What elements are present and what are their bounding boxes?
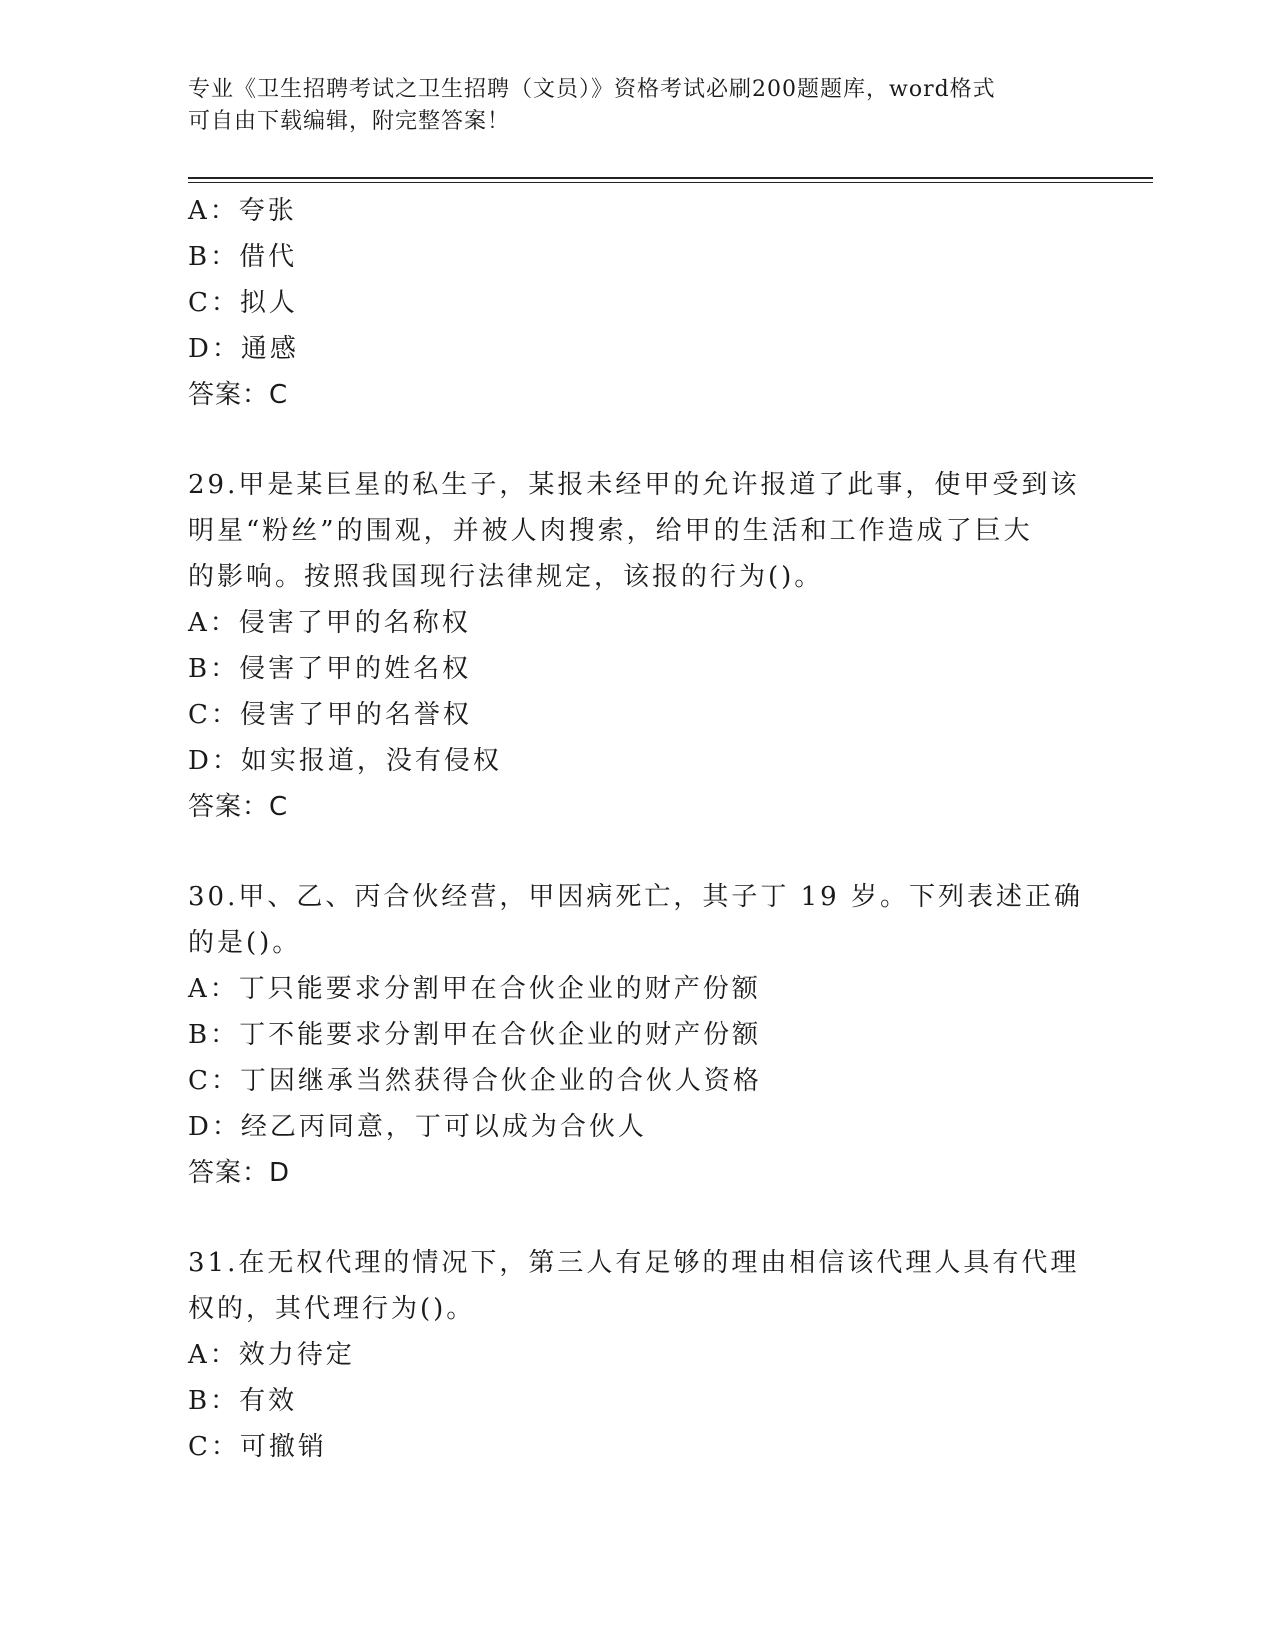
option-b: B：丁不能要求分割甲在合伙企业的财产份额 [188, 1020, 762, 1050]
option-b: B：有效 [188, 1386, 298, 1416]
answer-line: 答案：D [188, 1158, 291, 1188]
option-a: A：丁只能要求分割甲在合伙企业的财产份额 [188, 974, 761, 1004]
question-text-line: 明星“粉丝”的围观，并被人肉搜索，给甲的生活和工作造成了巨大 [188, 516, 1033, 546]
answer-line: 答案：C [188, 792, 289, 822]
header-title-line-2: 可自由下载编辑，附完整答案！ [188, 109, 511, 134]
option-c: C：可撤销 [188, 1432, 327, 1462]
question-text-line: 的是()。 [188, 928, 302, 958]
option-c: C：拟人 [188, 288, 298, 318]
question-28-continued [188, 188, 1088, 418]
option-c: C：侵害了甲的名誉权 [188, 700, 472, 730]
option-a: A：夸张 [188, 196, 297, 226]
option-c: C：丁因继承当然获得合伙企业的合伙人资格 [188, 1066, 762, 1096]
document-header [188, 74, 1068, 138]
option-d: D：如实报道，没有侵权 [188, 746, 502, 776]
spacer [188, 830, 1088, 874]
question-text-line: 的影响。按照我国现行法律规定，该报的行为()。 [188, 562, 824, 592]
answer-line: 答案：C [188, 380, 289, 410]
question-29 [188, 462, 1088, 830]
option-a: A：侵害了甲的名称权 [188, 608, 471, 638]
spacer [188, 1196, 1088, 1240]
question-text-line: 31.在无权代理的情况下，第三人有足够的理由相信该代理人具有代理 [188, 1248, 1080, 1278]
option-d: D：经乙丙同意，丁可以成为合伙人 [188, 1112, 647, 1142]
header-divider-thin [188, 182, 1153, 183]
question-30 [188, 874, 1088, 1196]
option-b: B：侵害了甲的姓名权 [188, 654, 472, 684]
option-b: B：借代 [188, 242, 298, 272]
question-text-line: 权的，其代理行为()。 [188, 1294, 476, 1324]
header-title-line-1: 专业《卫生招聘考试之卫生招聘（文员）》资格考试必刷200题题库，word格式 [188, 77, 996, 102]
header-divider-thick [188, 177, 1153, 179]
question-list [188, 188, 1088, 1470]
option-a: A：效力待定 [188, 1340, 355, 1370]
question-text-line: 30.甲、乙、丙合伙经营，甲因病死亡，其子丁 19 岁。下列表述正确 [188, 882, 1083, 912]
question-31 [188, 1240, 1088, 1470]
question-text-line: 29.甲是某巨星的私生子，某报未经甲的允许报道了此事，使甲受到该 [188, 470, 1080, 500]
spacer [188, 418, 1088, 462]
option-d: D：通感 [188, 334, 299, 364]
